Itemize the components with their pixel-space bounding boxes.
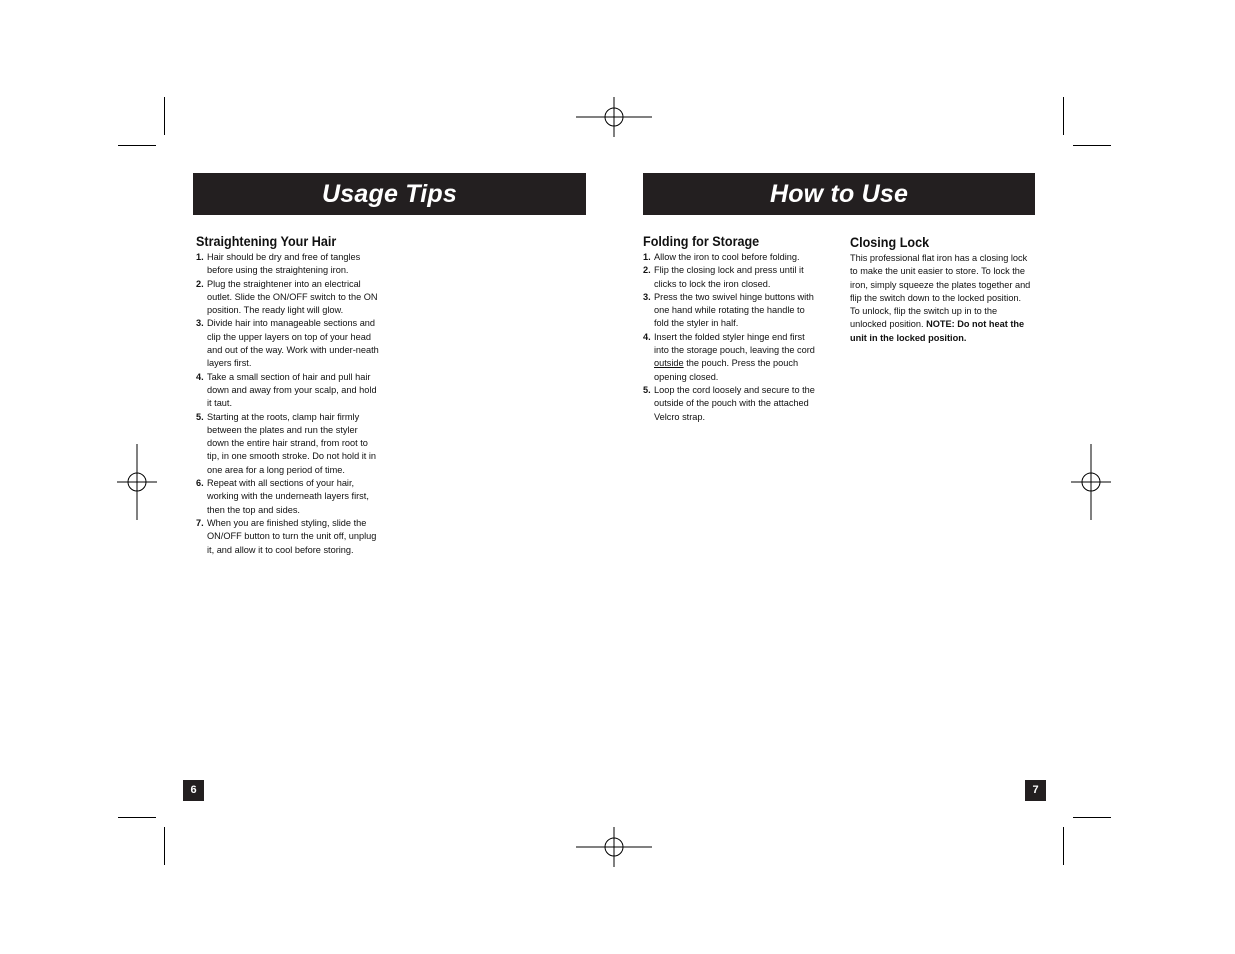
section-heading: Closing Lock [850,234,930,250]
crop-mark [118,817,156,818]
section-heading: Folding for Storage [643,233,760,249]
crop-mark [164,97,165,135]
step-text: Plug the straightener into an electrical outlet. Slide the ON/OFF switch to the ON position. The ready light will glow. [207,278,378,316]
page-title: Usage Tips [322,180,457,208]
step-number: 1. [196,252,204,262]
step-number: 5. [196,411,204,422]
step-number: 2. [643,265,651,276]
page-title-banner [643,173,1035,215]
page-number-badge: 6 [183,780,204,801]
step-text: Insert the folded styler hinge end first into the storage pouch, leaving the cord [654,331,815,356]
crop-mark [1063,827,1064,865]
step-number: 4. [196,371,204,382]
list-item [196,317,382,370]
crop-mark [1073,145,1111,146]
step-text: Repeat with all sections of your hair, working with the underneath layers first, then the top and sides. [207,478,369,515]
step-text: Allow the iron to cool before folding. [654,252,800,262]
steps-list [196,251,382,557]
list-item [643,264,821,291]
list-item [196,517,382,557]
registration-mark-icon [576,97,652,137]
list-item [196,371,382,411]
step-text: Hair should be dry and free of tangles before using the straightening iron. [207,252,361,276]
list-item [196,477,382,517]
crop-mark [164,827,165,865]
step-number: 7. [196,517,204,528]
page-title-banner [193,173,586,215]
step-number: 2. [196,278,204,289]
registration-mark-icon [1071,444,1111,520]
note-text: NOTE: Do not heat the unit in the locked position. [850,319,1025,343]
list-item [643,251,821,264]
body-paragraph [850,252,1032,345]
list-item [196,278,382,318]
step-number: 3. [196,318,204,329]
step-number: 3. [643,291,651,302]
list-item [643,291,821,331]
list-item [196,411,382,477]
registration-mark-icon [117,444,157,520]
step-number: 5. [643,384,651,395]
step-text: Press the two swivel hinge buttons with one hand while rotating the handle to fold the styler in half. [654,291,814,329]
step-number: 6. [196,478,204,489]
crop-mark [1063,97,1064,135]
crop-mark [118,145,156,146]
list-item [643,331,821,384]
closing-lock-section [850,234,1032,345]
step-text: the pouch. Press the pouch opening closed. [654,358,799,382]
underlined-word: outside [654,358,684,369]
step-text: Loop the cord loosely and secure to the outside of the pouch with the attached Velcro strap. [654,384,815,422]
page-title: How to Use [769,180,909,208]
body-text: This professional flat iron has a closing lock to make the unit easier to store. To lock the iron, simply squeeze the plates together and flip the switch down to the locked position. To unlock, flip the switch up in to the unlocked position. [850,253,1031,330]
step-text: Flip the closing lock and press until it clicks to lock the iron closed. [654,265,804,289]
step-text: Take a small section of hair and pull hair down and away from your scalp, and hold it taut. [207,371,377,409]
registration-mark-icon [576,827,652,867]
step-number: 1. [643,252,651,262]
step-text: Divide hair into manageable sections and clip the upper layers on top of your head and out of the way. Work with under-neath layers first. [207,318,379,369]
page-number-badge: 7 [1025,780,1046,801]
crop-mark [1073,817,1111,818]
list-item [643,384,821,424]
step-number: 4. [643,331,651,342]
straightening-section [196,233,382,557]
step-text: Starting at the roots, clamp hair firmly between the plates and run the styler down the entire hair strand, from root to tip, in one smooth stroke. Do not hold it in one area for a long period of time. [207,411,377,475]
list-item [196,251,382,278]
step-text: When you are finished styling, slide the ON/OFF button to turn the unit off, unplug it, and allow it to cool before storing. [207,517,377,555]
section-heading: Straightening Your Hair [196,233,337,249]
folding-section [643,233,821,424]
steps-list [643,251,821,424]
